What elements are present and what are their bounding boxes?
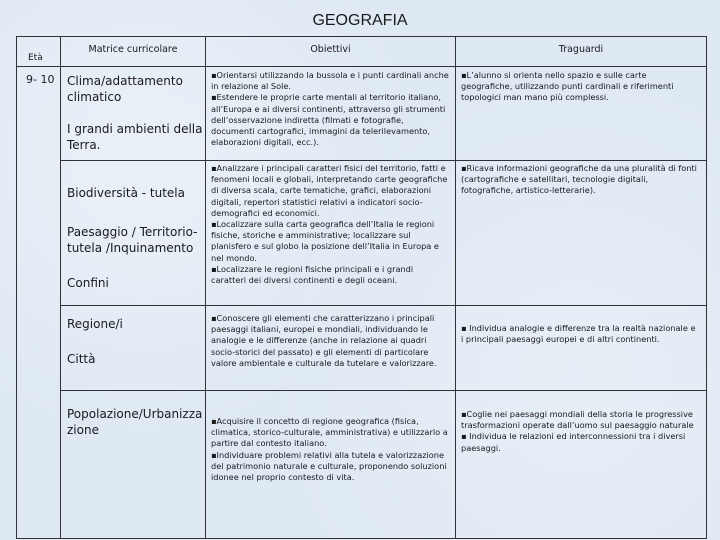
topic-citta: Città <box>67 352 96 366</box>
matrice-cell <box>61 67 206 161</box>
section-row <box>17 67 707 161</box>
topic-biodiversita: Biodiversità - tutela <box>67 186 185 200</box>
traguardi-cell <box>456 306 707 391</box>
obiettivi-cell <box>206 67 456 161</box>
obiettivo-item: ▪Estendere le proprie carte mentali al territorio italiano, all’Europa e ai diversi continenti, attraverso gli strumenti dell’osservazione indiretta (filmati e fotografie, documenti cartografici, immagini da telerilevamento, elaborazioni digitali, ecc.). <box>211 92 446 148</box>
traguardo-item: ▪ Individua le relazioni ed interconnessioni tra i diversi paesaggi. <box>461 431 686 453</box>
topic-clima: Clima/adattamento climatico <box>67 74 183 104</box>
matrice-cell <box>61 161 206 306</box>
traguardo-item: ▪ Individua analogie e differenze tra la realtà nazionale e i principali paesaggi europei e di altri continenti. <box>461 323 696 345</box>
topic-ambienti: I grandi ambienti della Terra. <box>67 122 203 152</box>
eta-value: 9- 10 <box>17 67 61 539</box>
section-row <box>17 306 707 391</box>
topic-popolazione: Popolazione/Urbanizzazione <box>67 407 203 437</box>
obiettivo-item: ▪Localizzare le regioni fisiche principali e i grandi caratteri dei diversi continenti e degli oceani. <box>211 263 414 286</box>
header-matrice: Matrice curricolare <box>61 37 206 67</box>
header-obiettivi: Obiettivi <box>206 37 456 67</box>
obiettivo-item: ▪Conoscere gli elementi che caratterizzano i principali paesaggi italiani, europei e mondiali, individuando le analogie e le differenze (anche in relazione ai quadri socio-storici del passato) e gli elementi di particolare valore ambientale e culturale da tutelare e valorizzare. <box>211 313 437 368</box>
header-traguardi: Traguardi <box>456 37 707 67</box>
traguardi-cell <box>456 161 707 306</box>
topic-confini: Confini <box>67 276 109 290</box>
obiettivo-item: ▪Analizzare i principali caratteri fisici del territorio, fatti e fenomeni locali e globali, interpretando carte geografiche di diversa scala, carte tematiche, grafici, elaborazioni digitali, repertori statistici relativi a indicatori socio-demografici ed economici. <box>211 163 448 218</box>
matrice-cell <box>61 306 206 391</box>
obiettivo-item: ▪Localizzare sulla carta geografica dell’Italia le regioni fisiche, storiche e amministrative; localizzare sul planisfero e sul globo la posizione dell’Italia in Europa e nel mondo. <box>211 219 439 263</box>
section-row <box>17 161 707 306</box>
curriculum-table <box>16 36 707 539</box>
traguardo-item: ▪Ricava informazioni geografiche da una pluralità di fonti (cartografiche e satellitari, tecnologie digitali, fotografiche, artistico-letterarie). <box>461 163 697 196</box>
page-title: GEOGRAFIA <box>312 12 408 29</box>
traguardi-cell <box>456 67 707 161</box>
obiettivi-cell <box>206 161 456 306</box>
header-eta: Età <box>17 37 61 67</box>
traguardo-item: ▪Coglie nei paesaggi mondiali della storia le progressive trasformazioni operate dall’uomo sul paesaggio naturale <box>461 409 694 431</box>
obiettivo-item: ▪Individuare problemi relativi alla tutela e valorizzazione del patrimonio naturale e culturale, proponendo soluzioni idonee nel proprio contesto di vita. <box>211 449 447 483</box>
traguardi-cell <box>456 391 707 539</box>
topic-paesaggio: Paesaggio / Territorio-tutela /Inquinamento <box>67 225 198 255</box>
obiettivo-item: ▪Acquisire il concetto di regione geografica (fisica, climatica, storico-culturale, amministrativa) e utilizzarlo a partire dal contesto italiano. <box>211 416 448 449</box>
section-row <box>17 391 707 539</box>
obiettivi-cell <box>206 306 456 391</box>
obiettivi-cell <box>206 391 456 539</box>
topic-regione: Regione/i <box>67 317 123 331</box>
obiettivo-item: ▪Orientarsi utilizzando la bussola e i punti cardinali anche in relazione al Sole. <box>211 70 449 92</box>
traguardo-item: ▪L’alunno si orienta nello spazio e sulle carte geografiche, utilizzando punti cardinali e riferimenti topologici man mano più complessi. <box>461 70 674 103</box>
matrice-cell <box>61 391 206 539</box>
header-row <box>17 37 707 67</box>
